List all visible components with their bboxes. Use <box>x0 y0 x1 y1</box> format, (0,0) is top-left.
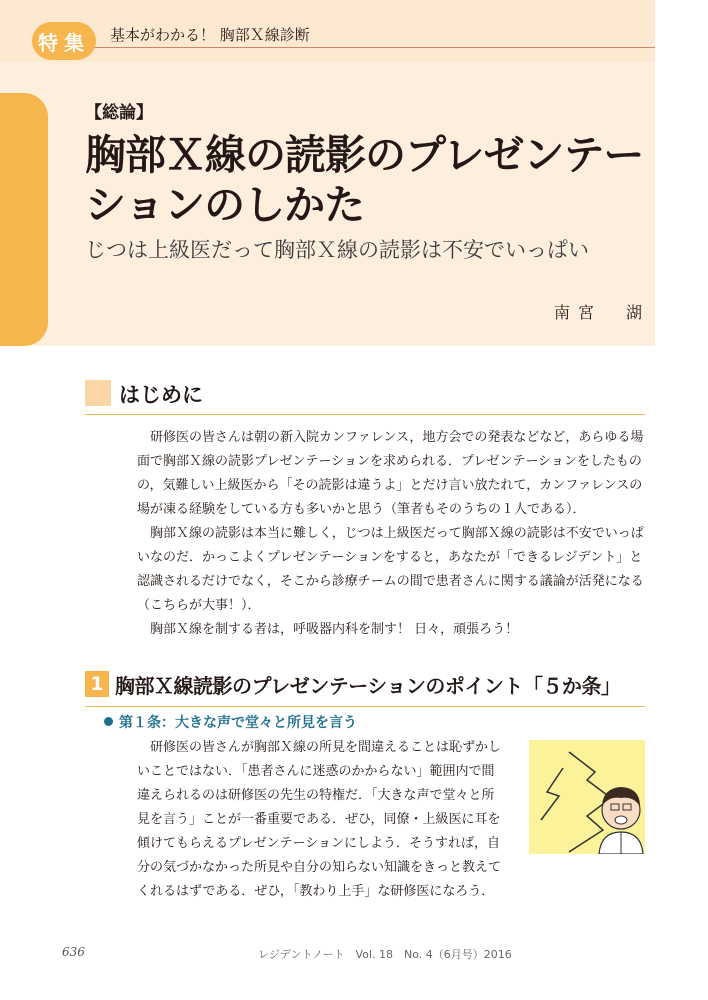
resident-illustration <box>529 740 645 854</box>
rule-1-paragraph: 研修医の皆さんが胸部Ｘ線の所見を間違えることは恥ずかしいことではない．「患者さんに迷惑のかからない」範囲内で間違えられるのは研修医の先生の特権だ．「大きな声で堂々と所見を言う」ことが一番重要である．ぜひ，同僚・上級医に耳を傾けてもらえるプレゼンテーションにしよう．そうすれば，自分の気づかなかった所見や自分の知らない知識をきっと教えてくれるはずである．ぜひ，「教わり上手」な研修医になろう． <box>137 740 502 899</box>
intro-body <box>137 426 647 642</box>
article-subtitle: じつは上級医だって胸部Ｘ線の読影は不安でいっぱい <box>85 238 589 262</box>
side-tab-accent <box>0 93 48 346</box>
article-title: 胸部Ｘ線の読影のプレゼンテーションのしかた <box>85 131 644 229</box>
header-bar <box>0 0 655 62</box>
feature-badge: 特集 <box>32 22 96 60</box>
intro-paragraph-1: 研修医の皆さんは朝の新入院カンファレンス，地方会での発表などなど，あらゆる場面で胸部Ｘ線の読影プレゼンテーションを求められる．プレゼンテーションをしたものの，気難しい上級医から「その読影は違うよ」とだけ言い放たれて，カンファレンスの場が凍る経験をしている方も多いかと思う（筆者もそのうちの１人である）． <box>137 430 644 517</box>
intro-heading-text: はじめに <box>119 383 203 407</box>
rule-1-body <box>137 736 507 904</box>
rule-1-heading-text: 第１条：大きな声で堂々と所見を言う <box>119 715 357 731</box>
resident-shouting-icon <box>529 740 645 854</box>
header-rule <box>70 47 655 48</box>
article-category: 【総論】 <box>85 103 153 123</box>
intro-heading <box>85 378 645 415</box>
rule-1-heading <box>104 712 357 732</box>
section-number-badge: 1 <box>85 671 109 697</box>
heading-square-icon <box>85 380 111 406</box>
section-1-heading-text: 胸部Ｘ線読影のプレゼンテーションのポイント「５か条」 <box>115 674 621 698</box>
page-number: 636 <box>62 945 85 959</box>
intro-paragraph-3: 胸部Ｘ線を制する者は，呼吸器内科を制す！ 日々，頑張ろう！ <box>150 622 519 637</box>
intro-paragraph-2: 胸部Ｘ線の読影は本当に難しく，じつは上級医だって胸部Ｘ線の読影は不安でいっぱいなのだ．かっこよくプレゼンテーションをすると，あなたが「できるレジデント」と認識されるだけでなく，そこから診療チームの間で患者さんに関する議論が活発になる（こちらが大事！）． <box>137 526 644 613</box>
article-author: 南宮 湖 <box>554 303 651 322</box>
section-1-heading <box>85 668 645 707</box>
feature-title: 基本がわかる！ 胸部Ｘ線診断 <box>110 26 310 44</box>
bullet-dot-icon <box>104 717 113 726</box>
journal-citation: レジデントノート Vol. 18 No. 4（6月号）2016 <box>258 948 512 961</box>
